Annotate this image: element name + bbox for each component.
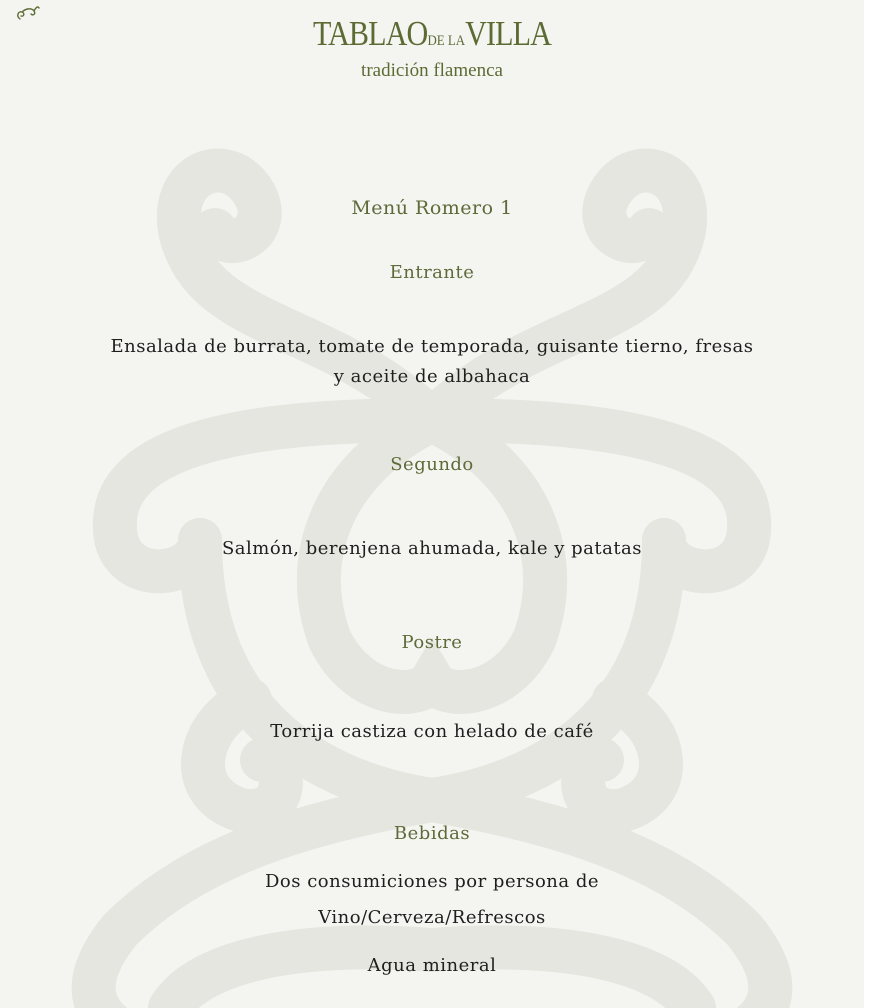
dish-line-postre: Torrija castiza con helado de café <box>270 721 594 742</box>
brand-logo <box>60 14 803 54</box>
section-heading-postre: Postre <box>401 632 463 653</box>
dish-line-entrante-1: Ensalada de burrata, tomate de temporada, guisante tierno, fresas <box>110 336 754 357</box>
logo-word-de-la: DE LA <box>427 33 466 49</box>
dish-line-entrante-2: y aceite de albahaca <box>333 366 531 387</box>
logo-word-tablao: TABLAO <box>312 14 428 53</box>
drinks-line-1: Dos consumiciones por persona de <box>264 871 600 892</box>
brand-tagline: tradición flamenca <box>361 60 503 81</box>
drinks-line-2: Vino/Cerveza/Refrescos <box>318 907 546 928</box>
page-edge <box>864 0 869 1008</box>
section-heading-bebidas: Bebidas <box>393 823 471 844</box>
scroll-flourish-icon <box>14 2 40 24</box>
section-heading-segundo: Segundo <box>390 454 474 475</box>
logo-word-villa: VILLA <box>465 14 552 53</box>
menu-title: Menú Romero 1 <box>351 197 513 219</box>
section-heading-entrante: Entrante <box>389 262 475 283</box>
dish-line-segundo: Salmón, berenjena ahumada, kale y patatas <box>221 538 643 559</box>
drinks-line-3: Agua mineral <box>367 955 497 976</box>
